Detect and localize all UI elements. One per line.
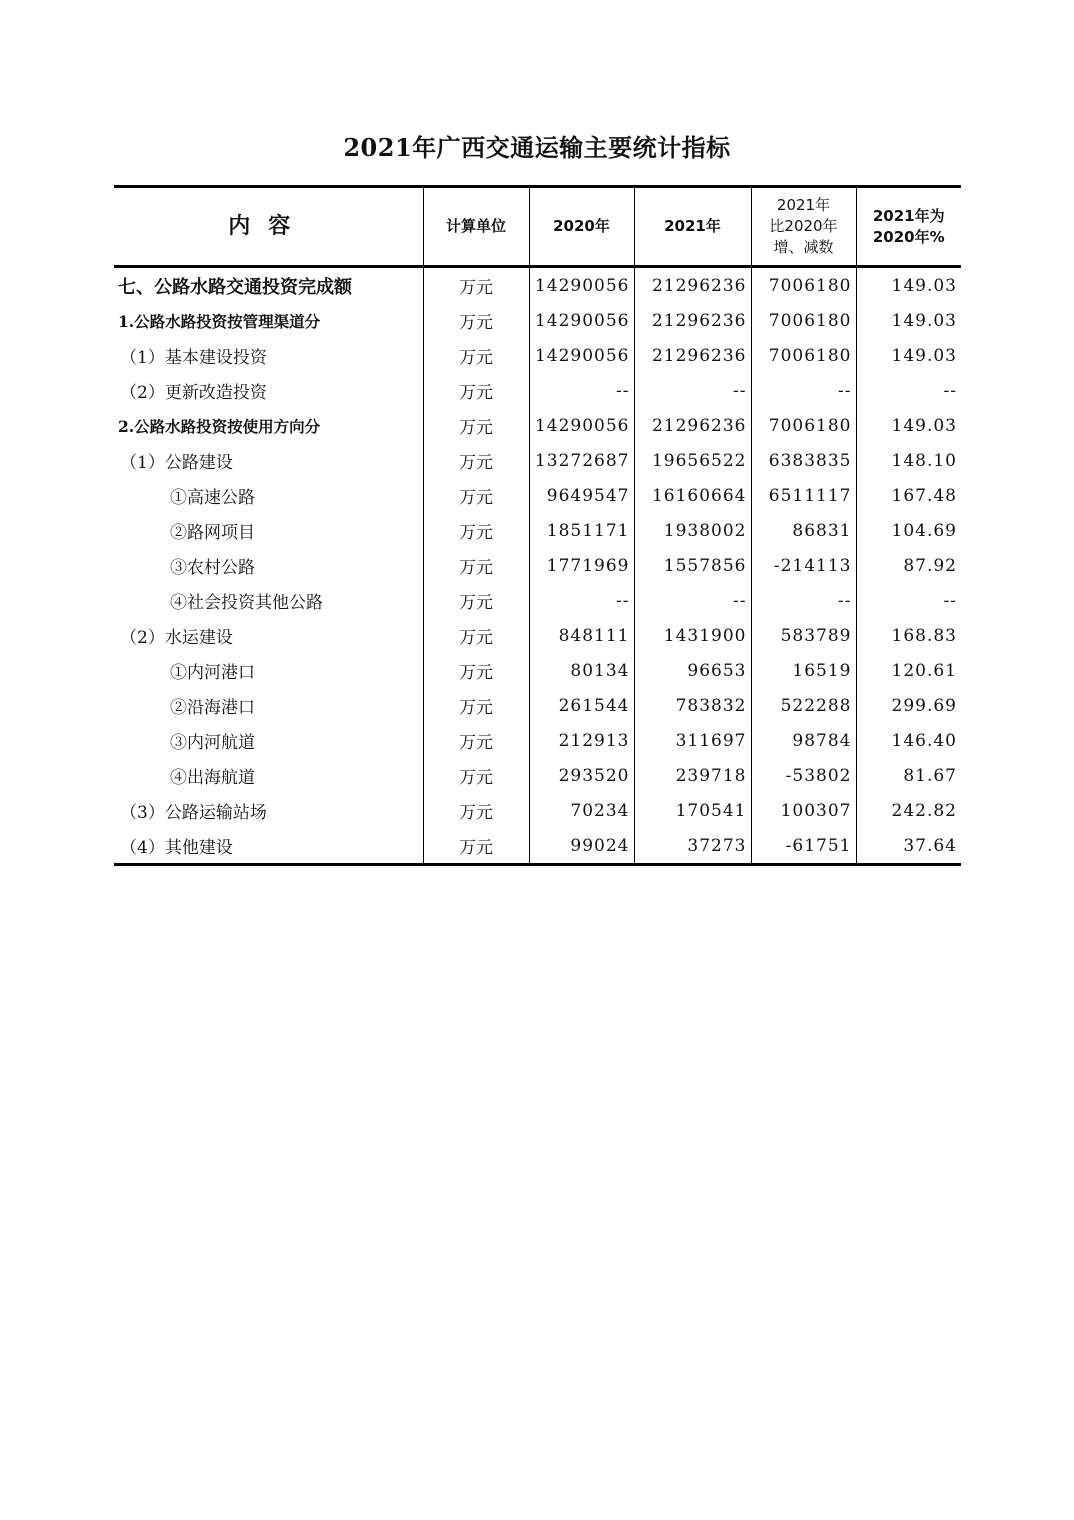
table-row [114, 828, 961, 865]
table-cell-unit: 万元 [423, 688, 529, 723]
table-cell-unit: 万元 [423, 723, 529, 758]
table-cell-2021: 311697 [634, 723, 751, 758]
table-cell-item: ④社会投资其他公路 [170, 593, 323, 613]
header-pct [856, 187, 961, 267]
table-cell-2021: 21296236 [634, 338, 751, 373]
table-cell-pct: 149.03 [856, 408, 961, 443]
table-cell-item: 1.公路水路投资按管理渠道分 [118, 311, 321, 331]
table-cell-diff: 583789 [751, 618, 856, 653]
table-cell-2020: 14290056 [529, 338, 634, 373]
table-cell-pct: 242.82 [856, 793, 961, 828]
header-diff-line3: 增、减数 [773, 238, 834, 256]
table-cell-pct: 104.69 [856, 513, 961, 548]
table-row [114, 443, 961, 478]
table-cell-pct: 149.03 [856, 267, 961, 304]
header-item: 内容 [114, 187, 423, 267]
table-cell-item: （1）基本建设投资 [120, 348, 267, 368]
table-cell-2021: 1557856 [634, 548, 751, 583]
table-cell-diff: 100307 [751, 793, 856, 828]
table-cell-2020: 80134 [529, 653, 634, 688]
header-unit: 计算单位 [423, 187, 529, 267]
table-cell-pct: 167.48 [856, 478, 961, 513]
table-cell-2020: 14290056 [529, 267, 634, 304]
table-cell-item: （2）更新改造投资 [120, 383, 267, 403]
table-row [114, 303, 961, 338]
table-cell-item: 2.公路水路投资按使用方向分 [118, 416, 321, 436]
table-cell-item: ②路网项目 [170, 523, 255, 543]
table-row [114, 618, 961, 653]
table-cell-pct: 87.92 [856, 548, 961, 583]
table-cell-pct: 168.83 [856, 618, 961, 653]
table-cell-pct: 299.69 [856, 688, 961, 723]
table-cell-2020: 13272687 [529, 443, 634, 478]
table-cell-2020: 848111 [529, 618, 634, 653]
table-row [114, 513, 961, 548]
table-cell-unit: 万元 [423, 513, 529, 548]
table-row [114, 688, 961, 723]
table-cell-2021: 1938002 [634, 513, 751, 548]
table-cell-2021: 37273 [634, 828, 751, 865]
table-cell-item: ③农村公路 [170, 558, 255, 578]
table-cell-2020: 1771969 [529, 548, 634, 583]
table-cell-2020: 293520 [529, 758, 634, 793]
table-cell-item: ③内河航道 [170, 733, 255, 753]
table-cell-diff: 7006180 [751, 408, 856, 443]
page-title: 2021年广西交通运输主要统计指标 [343, 133, 731, 162]
table-cell-diff: 86831 [751, 513, 856, 548]
table-row [114, 758, 961, 793]
table-row [114, 478, 961, 513]
table-cell-2020: 261544 [529, 688, 634, 723]
table-cell-pct: -- [856, 583, 961, 618]
table-cell-diff: 522288 [751, 688, 856, 723]
table-cell-2021: -- [634, 583, 751, 618]
table-cell-2021: -- [634, 373, 751, 408]
table-cell-unit: 万元 [423, 443, 529, 478]
table-cell-unit: 万元 [423, 373, 529, 408]
table-cell-diff: 7006180 [751, 338, 856, 373]
table-row [114, 408, 961, 443]
table-row [114, 723, 961, 758]
table-cell-pct: 149.03 [856, 338, 961, 373]
table-cell-diff: -- [751, 583, 856, 618]
table-cell-2021: 19656522 [634, 443, 751, 478]
table-cell-unit: 万元 [423, 758, 529, 793]
table-cell-unit: 万元 [423, 618, 529, 653]
table-cell-unit: 万元 [423, 653, 529, 688]
table-cell-2020: 212913 [529, 723, 634, 758]
table-cell-diff: 98784 [751, 723, 856, 758]
table-cell-2020: 14290056 [529, 303, 634, 338]
header-pct-line2: 2020年% [872, 227, 945, 246]
table-cell-unit: 万元 [423, 303, 529, 338]
table-row [114, 793, 961, 828]
header-2020: 2020年 [529, 187, 634, 267]
table-cell-diff: 7006180 [751, 303, 856, 338]
table-cell-2020: -- [529, 583, 634, 618]
table-cell-item: （4）其他建设 [120, 838, 233, 858]
table-cell-2020: 99024 [529, 828, 634, 865]
table-cell-diff: -61751 [751, 828, 856, 865]
header-diff-line1: 2021年 [776, 196, 831, 214]
table-cell-2021: 239718 [634, 758, 751, 793]
table-cell-2021: 783832 [634, 688, 751, 723]
table-cell-2021: 21296236 [634, 408, 751, 443]
table-row [114, 548, 961, 583]
table-cell-pct: 149.03 [856, 303, 961, 338]
table-row [114, 373, 961, 408]
table-cell-unit: 万元 [423, 338, 529, 373]
header-diff [751, 187, 856, 267]
header-diff-line2: 比2020年 [769, 217, 838, 235]
table-cell-pct: 120.61 [856, 653, 961, 688]
table-cell-2021: 16160664 [634, 478, 751, 513]
table-cell-unit: 万元 [423, 828, 529, 865]
table-cell-2020: 1851171 [529, 513, 634, 548]
table-cell-2021: 21296236 [634, 303, 751, 338]
table-cell-unit: 万元 [423, 583, 529, 618]
table-cell-unit: 万元 [423, 408, 529, 443]
table-row [114, 267, 961, 304]
table-cell-2021: 96653 [634, 653, 751, 688]
table-row [114, 653, 961, 688]
table-cell-item: ①内河港口 [170, 663, 255, 683]
table-cell-item: ④出海航道 [170, 768, 255, 788]
table-cell-diff: 7006180 [751, 267, 856, 304]
table-cell-pct: -- [856, 373, 961, 408]
table-cell-2020: 14290056 [529, 408, 634, 443]
header-pct-line1: 2021年为 [872, 206, 945, 225]
table-cell-2021: 21296236 [634, 267, 751, 304]
table-cell-item: ①高速公路 [170, 488, 255, 508]
header-2021: 2021年 [634, 187, 751, 267]
table-cell-item: 七、公路水路交通投资完成额 [118, 276, 352, 298]
table-cell-2021: 170541 [634, 793, 751, 828]
table-cell-pct: 37.64 [856, 828, 961, 865]
table-cell-2020: 9649547 [529, 478, 634, 513]
table-cell-item: （1）公路建设 [120, 453, 233, 473]
table-row [114, 338, 961, 373]
table-cell-item: （2）水运建设 [120, 628, 233, 648]
table-cell-2020: -- [529, 373, 634, 408]
table-header-row [114, 187, 961, 267]
table-row [114, 583, 961, 618]
table-cell-unit: 万元 [423, 548, 529, 583]
table-cell-pct: 148.10 [856, 443, 961, 478]
table-cell-2021: 1431900 [634, 618, 751, 653]
table-cell-item: ②沿海港口 [170, 698, 255, 718]
statistics-table [114, 185, 961, 866]
table-cell-item: （3）公路运输站场 [120, 803, 267, 823]
table-cell-pct: 146.40 [856, 723, 961, 758]
table-cell-diff: -214113 [751, 548, 856, 583]
table-body [114, 267, 961, 865]
table-cell-2020: 70234 [529, 793, 634, 828]
table-cell-diff: 6383835 [751, 443, 856, 478]
table-cell-diff: 6511117 [751, 478, 856, 513]
table-cell-unit: 万元 [423, 267, 529, 304]
table-cell-diff: -- [751, 373, 856, 408]
table-cell-unit: 万元 [423, 793, 529, 828]
table-cell-pct: 81.67 [856, 758, 961, 793]
table-cell-diff: -53802 [751, 758, 856, 793]
table-cell-unit: 万元 [423, 478, 529, 513]
table-cell-diff: 16519 [751, 653, 856, 688]
